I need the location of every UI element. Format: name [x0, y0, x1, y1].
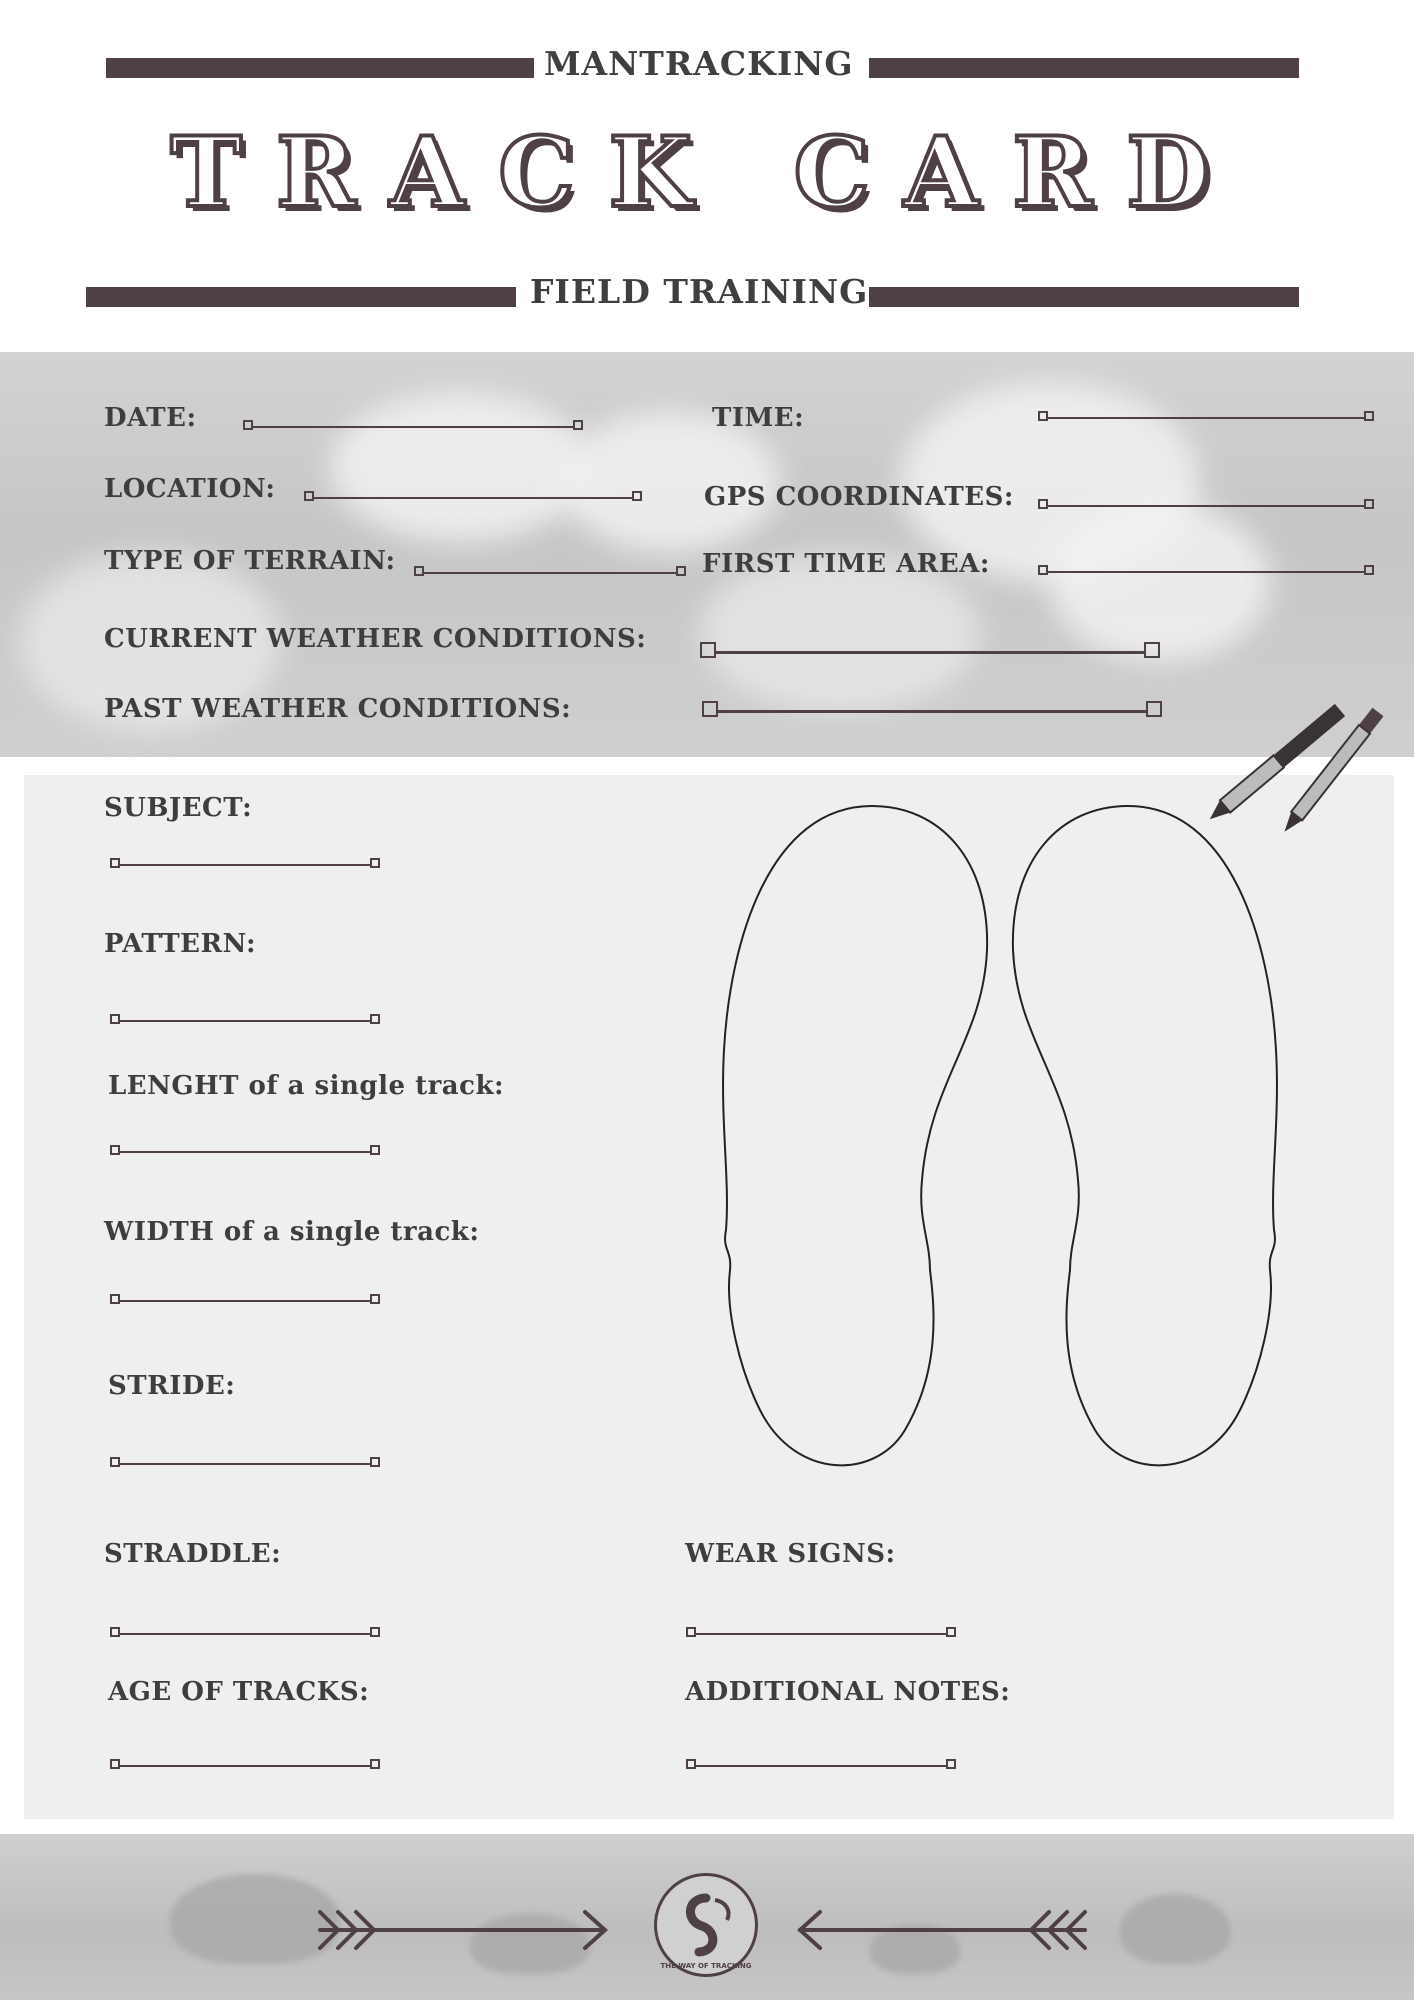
width-field[interactable] — [120, 1300, 370, 1302]
terrain-label: TYPE OF TERRAIN: — [104, 546, 396, 576]
current-weather-field[interactable] — [716, 651, 1144, 654]
straddle-field[interactable] — [120, 1633, 370, 1635]
header-rule-bottom-right — [869, 287, 1299, 307]
length-label: LENGHT of a single track: — [108, 1071, 505, 1101]
pattern-label: PATTERN: — [104, 929, 257, 959]
location-label: LOCATION: — [104, 474, 276, 504]
header-rule-top-right — [869, 58, 1299, 78]
current-weather-label: CURRENT WEATHER CONDITIONS: — [104, 624, 647, 654]
header-bottom-label: FIELD TRAINING — [530, 272, 869, 311]
pattern-field[interactable] — [120, 1020, 370, 1022]
gps-label: GPS COORDINATES: — [704, 482, 1014, 512]
first-time-area-label: FIRST TIME AREA: — [702, 549, 990, 579]
left-footprint-outline — [723, 806, 987, 1465]
notes-field[interactable] — [696, 1765, 946, 1767]
stride-label: STRIDE: — [108, 1371, 236, 1401]
logo-icon — [657, 1876, 755, 1974]
location-field[interactable] — [314, 497, 632, 499]
header-rule-top-left — [106, 58, 534, 78]
stride-field[interactable] — [120, 1463, 370, 1465]
past-weather-label: PAST WEATHER CONDITIONS: — [104, 694, 572, 724]
logo-text: THE WAY OF TRACKING — [660, 1962, 752, 1970]
wear-signs-field[interactable] — [696, 1633, 946, 1635]
time-label: TIME: — [712, 403, 805, 433]
page-title: TRACK CARD — [170, 116, 1244, 229]
subject-label: SUBJECT: — [104, 793, 253, 823]
header-rule-bottom-left — [86, 287, 516, 307]
age-label: AGE OF TRACKS: — [108, 1677, 370, 1707]
length-field[interactable] — [120, 1151, 370, 1153]
terrain-field[interactable] — [424, 572, 676, 574]
wear-signs-label: WEAR SIGNS: — [685, 1539, 896, 1569]
straddle-label: STRADDLE: — [104, 1539, 282, 1569]
time-field[interactable] — [1048, 417, 1364, 419]
pens-icon — [1200, 690, 1400, 870]
date-label: DATE: — [104, 403, 197, 433]
width-label: WIDTH of a single track: — [104, 1217, 480, 1247]
age-field[interactable] — [120, 1765, 370, 1767]
right-footprint-outline — [1013, 806, 1277, 1465]
gps-field[interactable] — [1048, 505, 1364, 507]
first-time-area-field[interactable] — [1048, 571, 1364, 573]
past-weather-field[interactable] — [718, 710, 1146, 713]
footprint-outlines — [700, 790, 1300, 1490]
logo-badge — [654, 1873, 758, 1977]
notes-label: ADDITIONAL NOTES: — [685, 1677, 1011, 1707]
header-top-label: MANTRACKING — [544, 44, 854, 83]
subject-field[interactable] — [120, 864, 370, 866]
date-field[interactable] — [253, 426, 573, 428]
